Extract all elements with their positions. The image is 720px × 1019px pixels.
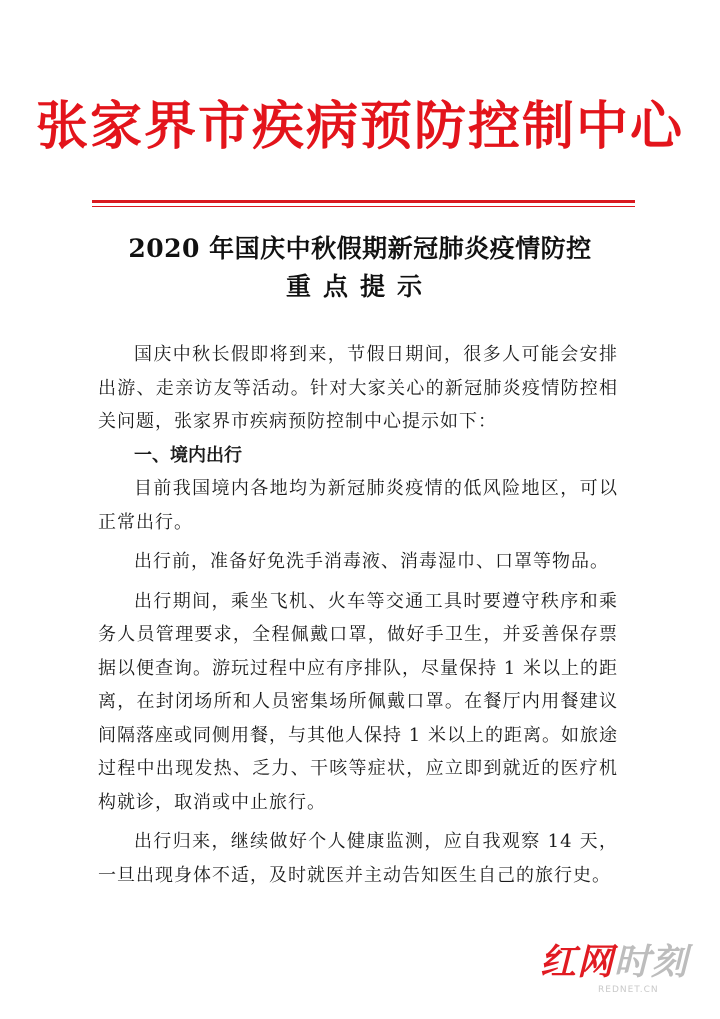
header-divider-thin <box>92 206 635 207</box>
paragraph-during-travel: 出行期间，乘坐飞机、火车等交通工具时要遵守秩序和乘务人员管理要求，全程佩戴口罩，做好手卫生，并妥善保存票据以便查询。游玩过程中应有序排队，尽量保持 1 米以上的距离，在封闭场所和人员密集场所佩戴口罩。在餐厅内用餐建议间隔落座或同侧用餐，与其他人保持 1 米以上的距离。如旅途过程中出现发热、乏力、干咳等症状，应立即到就近的医疗机构就诊，取消或中止旅行。 <box>98 590 618 813</box>
document-title-line1: 2020 年国庆中秋假期新冠肺炎疫情防控 <box>128 234 592 263</box>
watermark-text-red: 红网 <box>540 942 615 983</box>
paragraph-before-travel: 出行前，准备好免洗手消毒液、消毒湿巾、口罩等物品。 <box>134 551 609 572</box>
document-title-line2: 重点提示 <box>285 272 434 301</box>
document-body <box>98 338 618 892</box>
intro-paragraph: 国庆中秋长假即将到来，节假日期间，很多人可能会安排出游、走亲访友等活动。针对大家关心的新冠肺炎疫情防控相关问题，张家界市疾病预防控制中心提示如下： <box>98 344 618 432</box>
rednet-watermark-logo <box>540 943 710 999</box>
paragraph-low-risk: 目前我国境内各地均为新冠肺炎疫情的低风险地区，可以正常出行。 <box>98 478 618 533</box>
header-divider-thick <box>92 200 635 203</box>
letterhead-title: 张家界市疾病预防控制中心 <box>35 97 684 157</box>
watermark-text-grey: 时刻 <box>614 942 689 983</box>
watermark-subtext: REDNET.CN <box>598 985 659 995</box>
paragraph-after-travel: 出行归来，继续做好个人健康监测，应自我观察 14 天，一旦出现身体不适，及时就医并主动告知医生自己的旅行史。 <box>98 831 618 886</box>
section-heading-domestic-travel: 一、境内出行 <box>134 444 242 466</box>
watermark-text <box>540 943 688 983</box>
